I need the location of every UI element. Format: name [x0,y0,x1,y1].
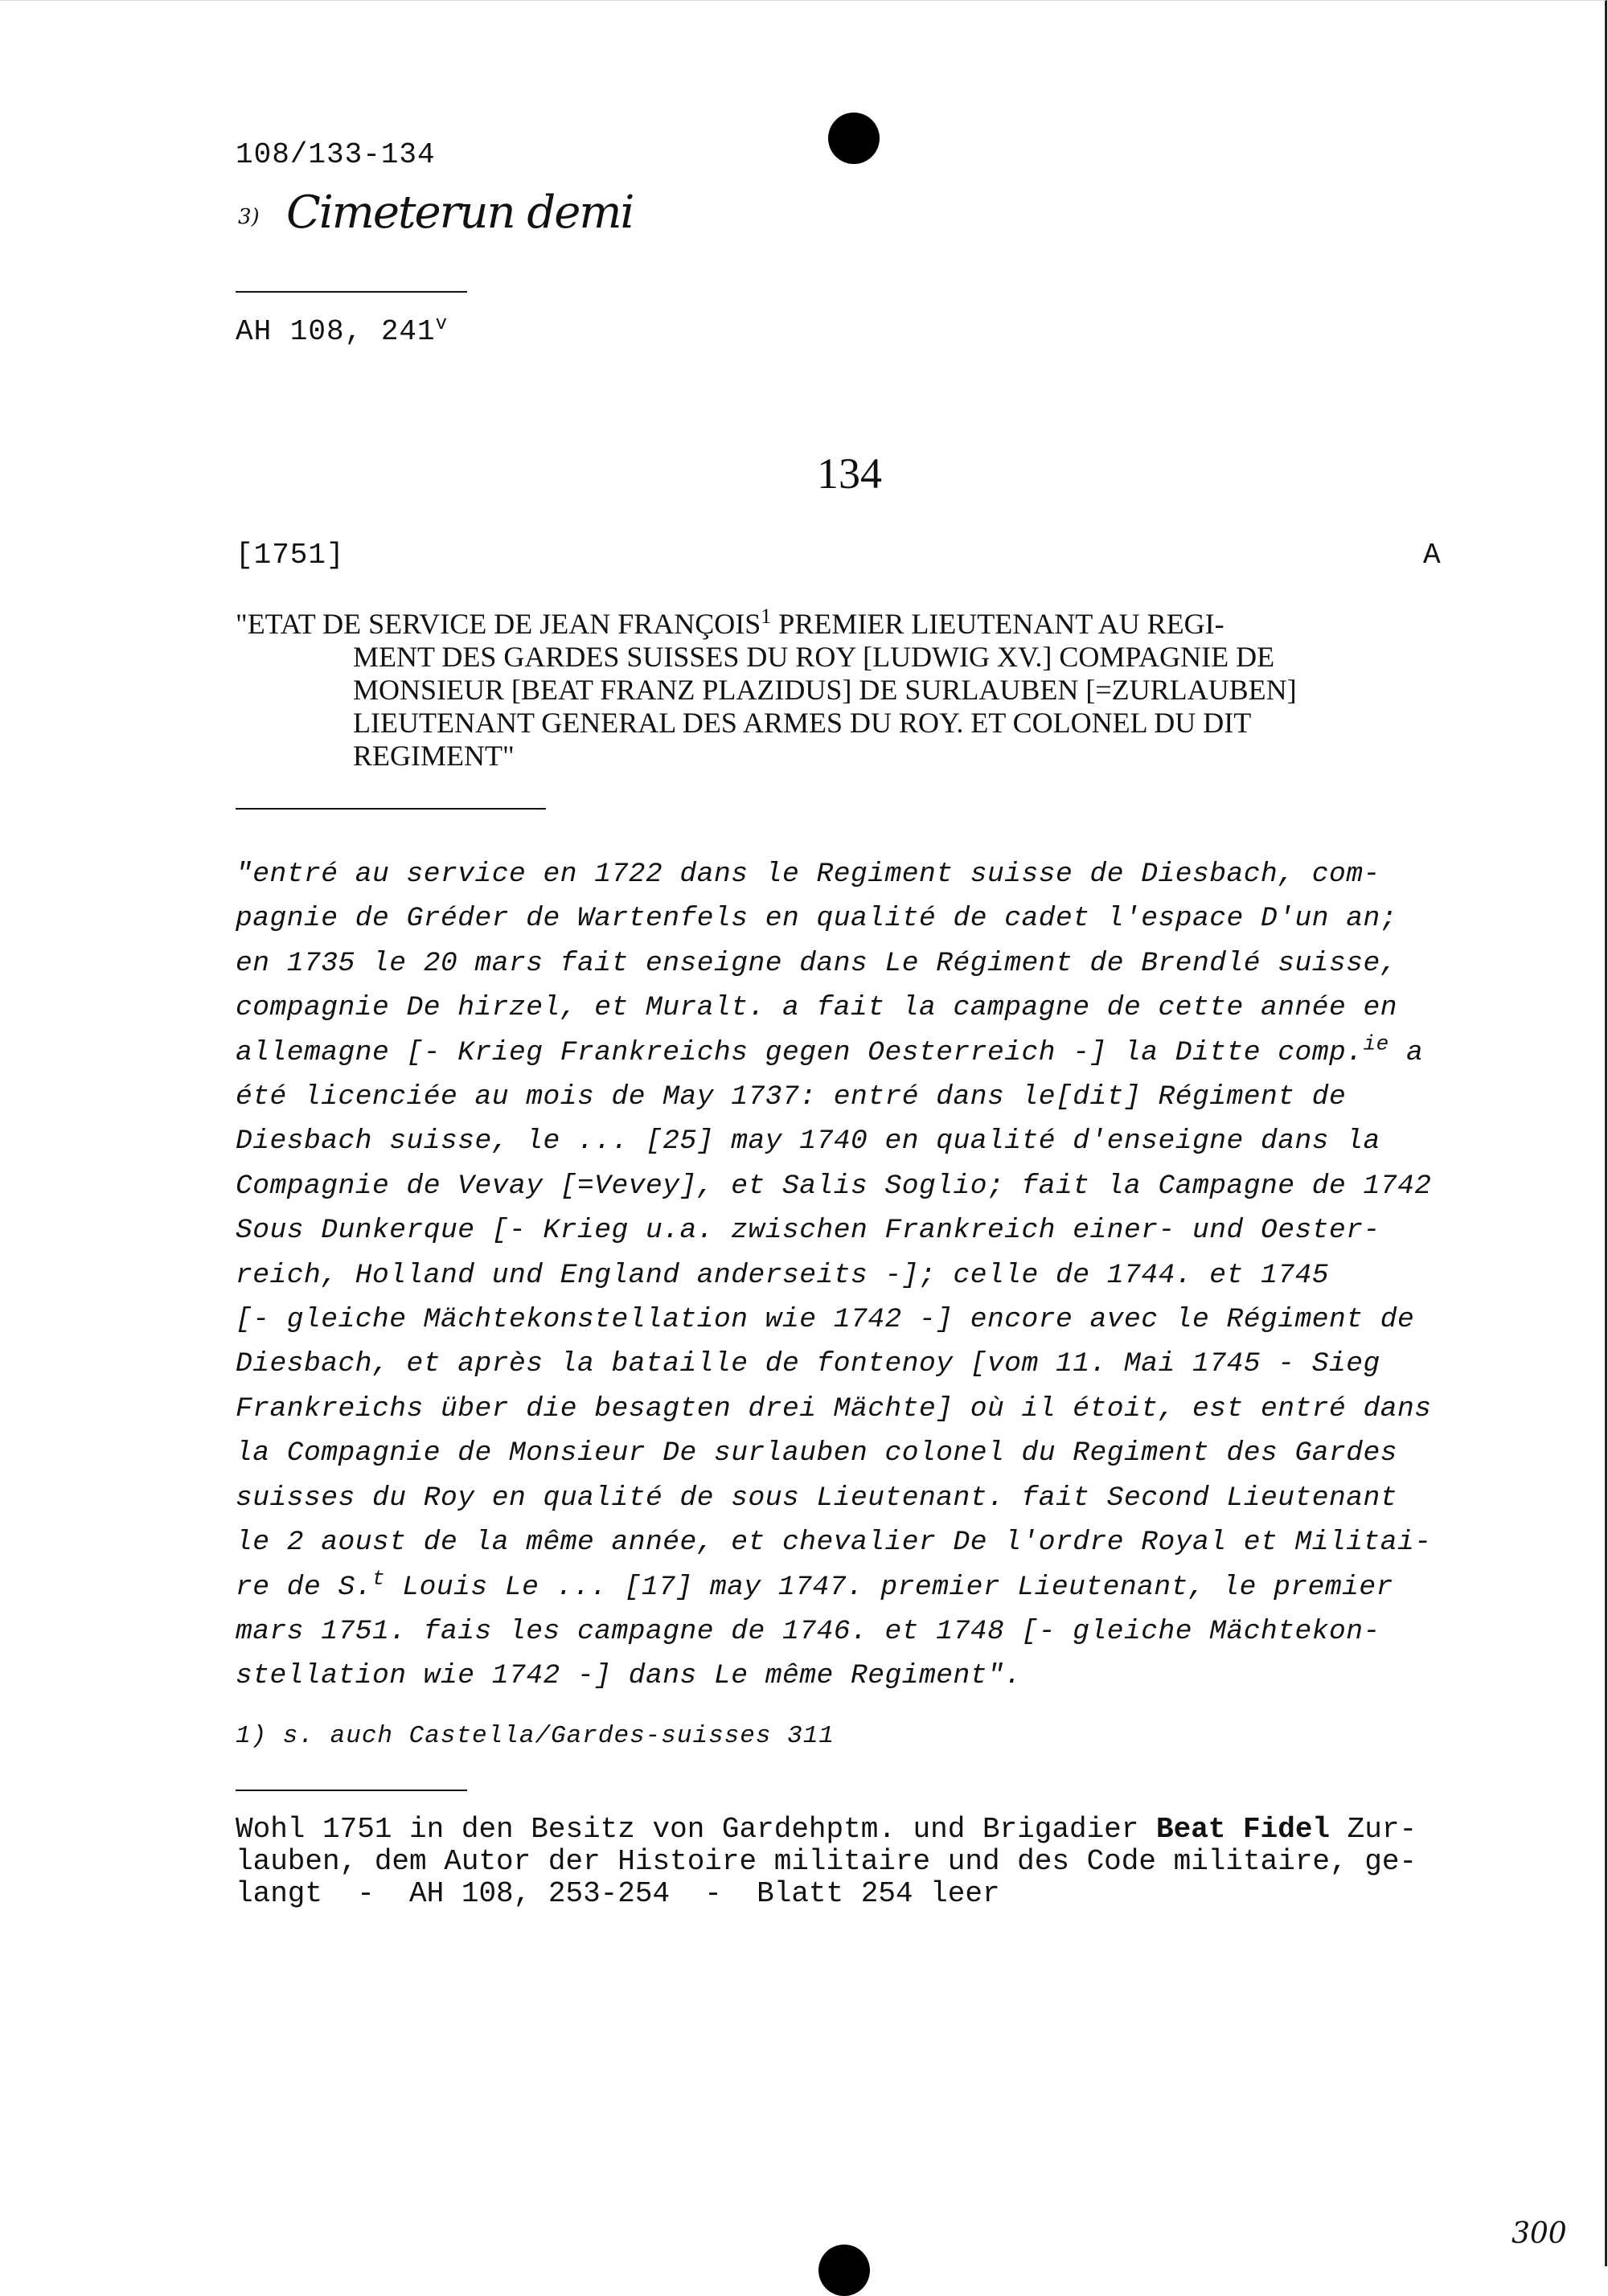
body-line: "entré au service en 1722 dans le Regiment suisse de Diesbach, com- [236,859,1380,890]
entry-year: [1751] [236,539,345,572]
body-line: suisses du Roy en qualité de sous Lieutenant. fait Second Lieutenant [236,1482,1398,1514]
document-reference: 108/133-134 [236,138,436,171]
divider [236,808,546,810]
body-line: Compagnie de Vevay [=Vevey], et Salis Soglio; fait la Campagne de 1742 [236,1170,1432,1202]
body-line: le 2 aoust de la même année, et chevalier De l'ordre Royal et Militai- [236,1527,1432,1559]
page-number: 134 [817,449,882,498]
body-line: re de S.$^t$ Louis Le ... [17] may 1747. premier Lieutenant, le premier [236,1565,1393,1603]
body-line: Frankreichs über die besagten drei Mächte] où il étoit, est entré dans [236,1392,1432,1425]
punch-hole-bottom [818,2245,870,2296]
body-line: reich, Holland und England anderseits -]; celle de 1744. et 1745 [236,1259,1330,1291]
document-title: "ETAT DE SERVICE DE JEAN FRANÇOIS$^1$ PREMIER LIEUTENANT AU REGI- MENT DES GARDES SUISSES DU ROY [LUDWIG XV.] COMPAGNIE DE MONSIEUR [BEAT FRANZ PLAZIDUS] DE SURLAUBEN [=ZURLAUBEN] LIEUTENANT GENERAL DES ARMES DU ROY. ET COLONEL DU DIT REGIMENT" [236,605,1297,772]
footnote: 1) s. auch Castella/Gardes-suisses 311 [236,1722,835,1750]
source-reference: AH 108, 241$^v$ [236,314,449,348]
divider [236,291,467,293]
handwritten-annotation: Cimeterun demi [286,187,634,239]
body-line: stellation wie 1742 -] dans Le même Regiment". [236,1660,1022,1692]
body-line: Sous Dunkerque [- Krieg u.a. zwischen Frankreich einer- und Oester- [236,1215,1380,1247]
body-line: allemagne [- Krieg Frankreichs gegen Oesterreich -] la Ditte comp.$^{ie}$ a [236,1031,1424,1068]
handwritten-index: 3) [238,205,260,229]
entry-letter: A [1423,539,1441,572]
quoted-body [236,852,1474,1699]
body-line: mars 1751. fais les campagne de 1746. et 1748 [- gleiche Mächtekon- [236,1615,1380,1647]
note-line: lauben, dem Autor der Histoire militaire und des Code militaire, ge- [236,1845,1417,1878]
body-line: en 1735 le 20 mars fait enseigne dans Le Régiment de Brendlé suisse, [236,947,1398,979]
body-line: la Compagnie de Monsieur De surlauben colonel du Regiment des Gardes [236,1437,1398,1470]
divider [236,1790,467,1791]
body-line: Diesbach, et après la bataille de fontenoy [vom 11. Mai 1745 - Sieg [236,1348,1380,1380]
body-line: pagnie de Gréder de Wartenfels en qualité de cadet l'espace D'un an; [236,903,1398,935]
body-line: été licenciée au mois de May 1737: entré dans le[dit] Régiment de [236,1081,1347,1113]
body-line: Diesbach suisse, le ... [25] may 1740 en qualité d'enseigne dans la [236,1125,1380,1158]
body-line: [- gleiche Mächtekonstellation wie 1742 -] encore avec le Régiment de [236,1304,1415,1336]
body-line: compagnie De hirzel, et Muralt. a fait la campagne de cette année en [236,992,1398,1024]
editorial-note [236,1814,1522,1910]
archive-number: 300 [1512,2217,1567,2250]
punch-hole [828,113,880,164]
note-line: Wohl 1751 in den Besitz von Gardehptm. und Brigadier Beat Fidel Zur- [236,1813,1417,1846]
note-line: langt - AH 108, 253-254 - Blatt 254 leer [236,1877,1000,1910]
